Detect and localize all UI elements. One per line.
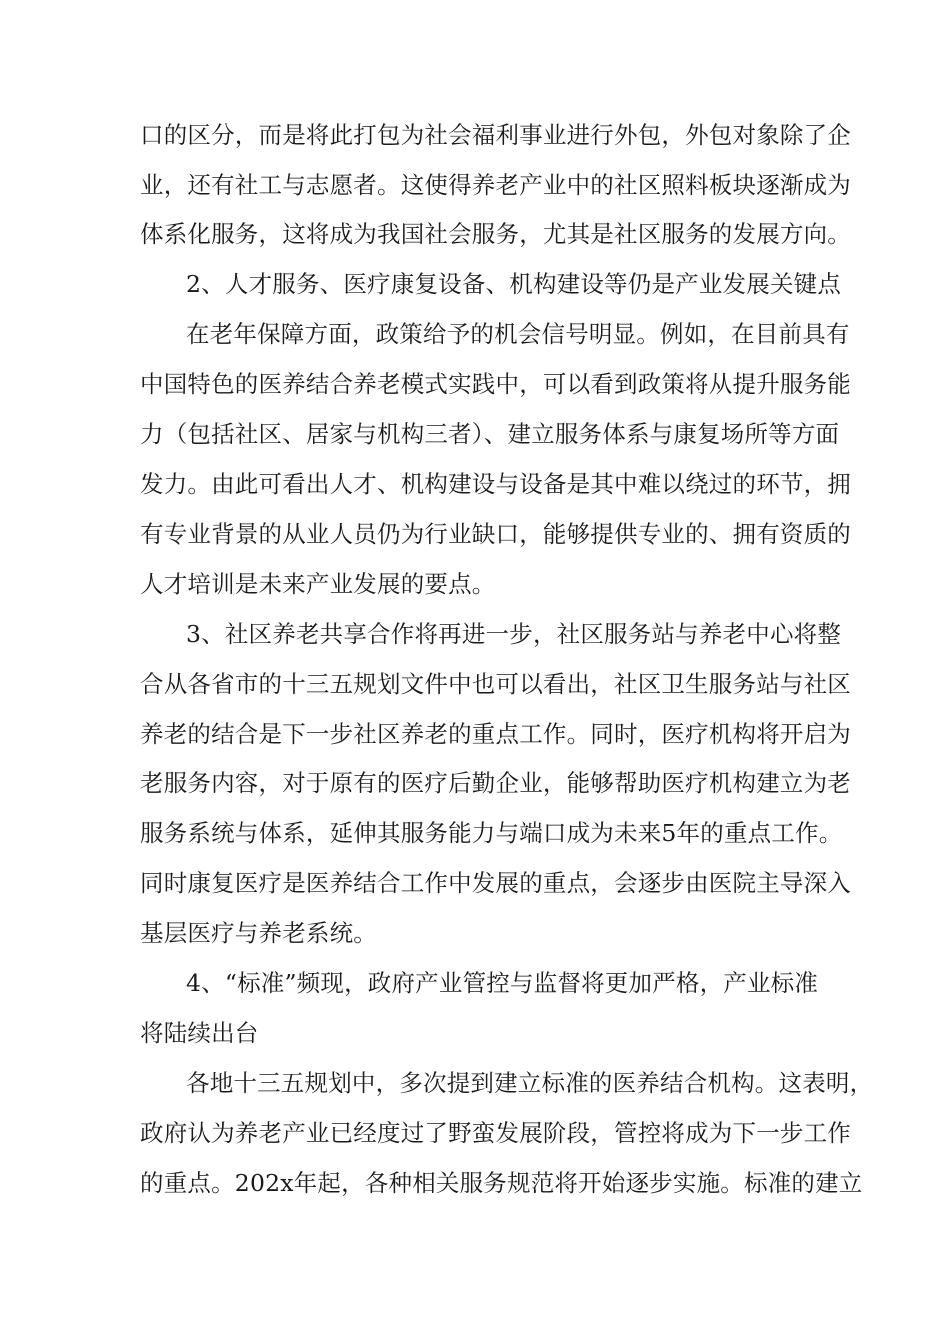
section-heading-4-continued: 将陆续出台 — [140, 1019, 259, 1047]
text-line: 口的区分，而是将此打包为社会福利事业进行外包，外包对象除了企 — [140, 121, 851, 149]
text-line: 各地十三五规划中，多次提到建立标准的医养结合机构。这表明， — [186, 1069, 874, 1097]
text-line: 有专业背景的从业人员仍为行业缺口，能够提供专业的、拥有资质的 — [140, 520, 851, 548]
text-line: 中国特色的医养结合养老模式实践中，可以看到政策将从提升服务能 — [140, 370, 851, 398]
text-line: 养老的结合是下一步社区养老的重点工作。同时，医疗机构将开启为 — [140, 720, 851, 748]
text-line: 发力。由此可看出人才、机构建设与设备是其中难以绕过的环节，拥 — [140, 470, 851, 498]
section-heading-4: 4、“标准”频现，政府产业管控与监督将更加严格，产业标准 — [186, 969, 819, 997]
text-line: 老服务内容，对于原有的医疗后勤企业，能够帮助医疗机构建立为老 — [140, 769, 851, 797]
section-heading-3: 3、社区养老共享合作将再进一步，社区服务站与养老中心将整 — [186, 620, 842, 648]
text-line: 同时康复医疗是医养结合工作中发展的重点，会逐步由医院主导深入 — [140, 869, 851, 897]
text-line: 的重点。202x年起，各种相关服务规范将开始逐步实施。标准的建立 — [140, 1169, 863, 1197]
text-line: 合从各省市的十三五规划文件中也可以看出，社区卫生服务站与社区 — [140, 670, 851, 698]
text-line: 在老年保障方面，政策给予的机会信号明显。例如，在目前具有 — [186, 320, 850, 348]
text-line: 力（包括社区、居家与机构三者）、建立服务体系与康复场所等方面 — [140, 420, 840, 448]
section-heading-2: 2、人才服务、医疗康复设备、机构建设等仍是产业发展关键点 — [186, 270, 842, 298]
text-line: 服务系统与体系，延伸其服务能力与端口成为未来5年的重点工作。 — [140, 819, 843, 847]
text-line: 业，还有社工与志愿者。这使得养老产业中的社区照料板块逐渐成为 — [140, 171, 851, 199]
text-line: 体系化服务，这将成为我国社会服务，尤其是社区服务的发展方向。 — [140, 220, 851, 248]
text-line: 人才培训是未来产业发展的要点。 — [140, 570, 496, 598]
text-line: 政府认为养老产业已经度过了野蛮发展阶段，管控将成为下一步工作 — [140, 1119, 851, 1147]
text-line: 基层医疗与养老系统。 — [140, 919, 377, 947]
